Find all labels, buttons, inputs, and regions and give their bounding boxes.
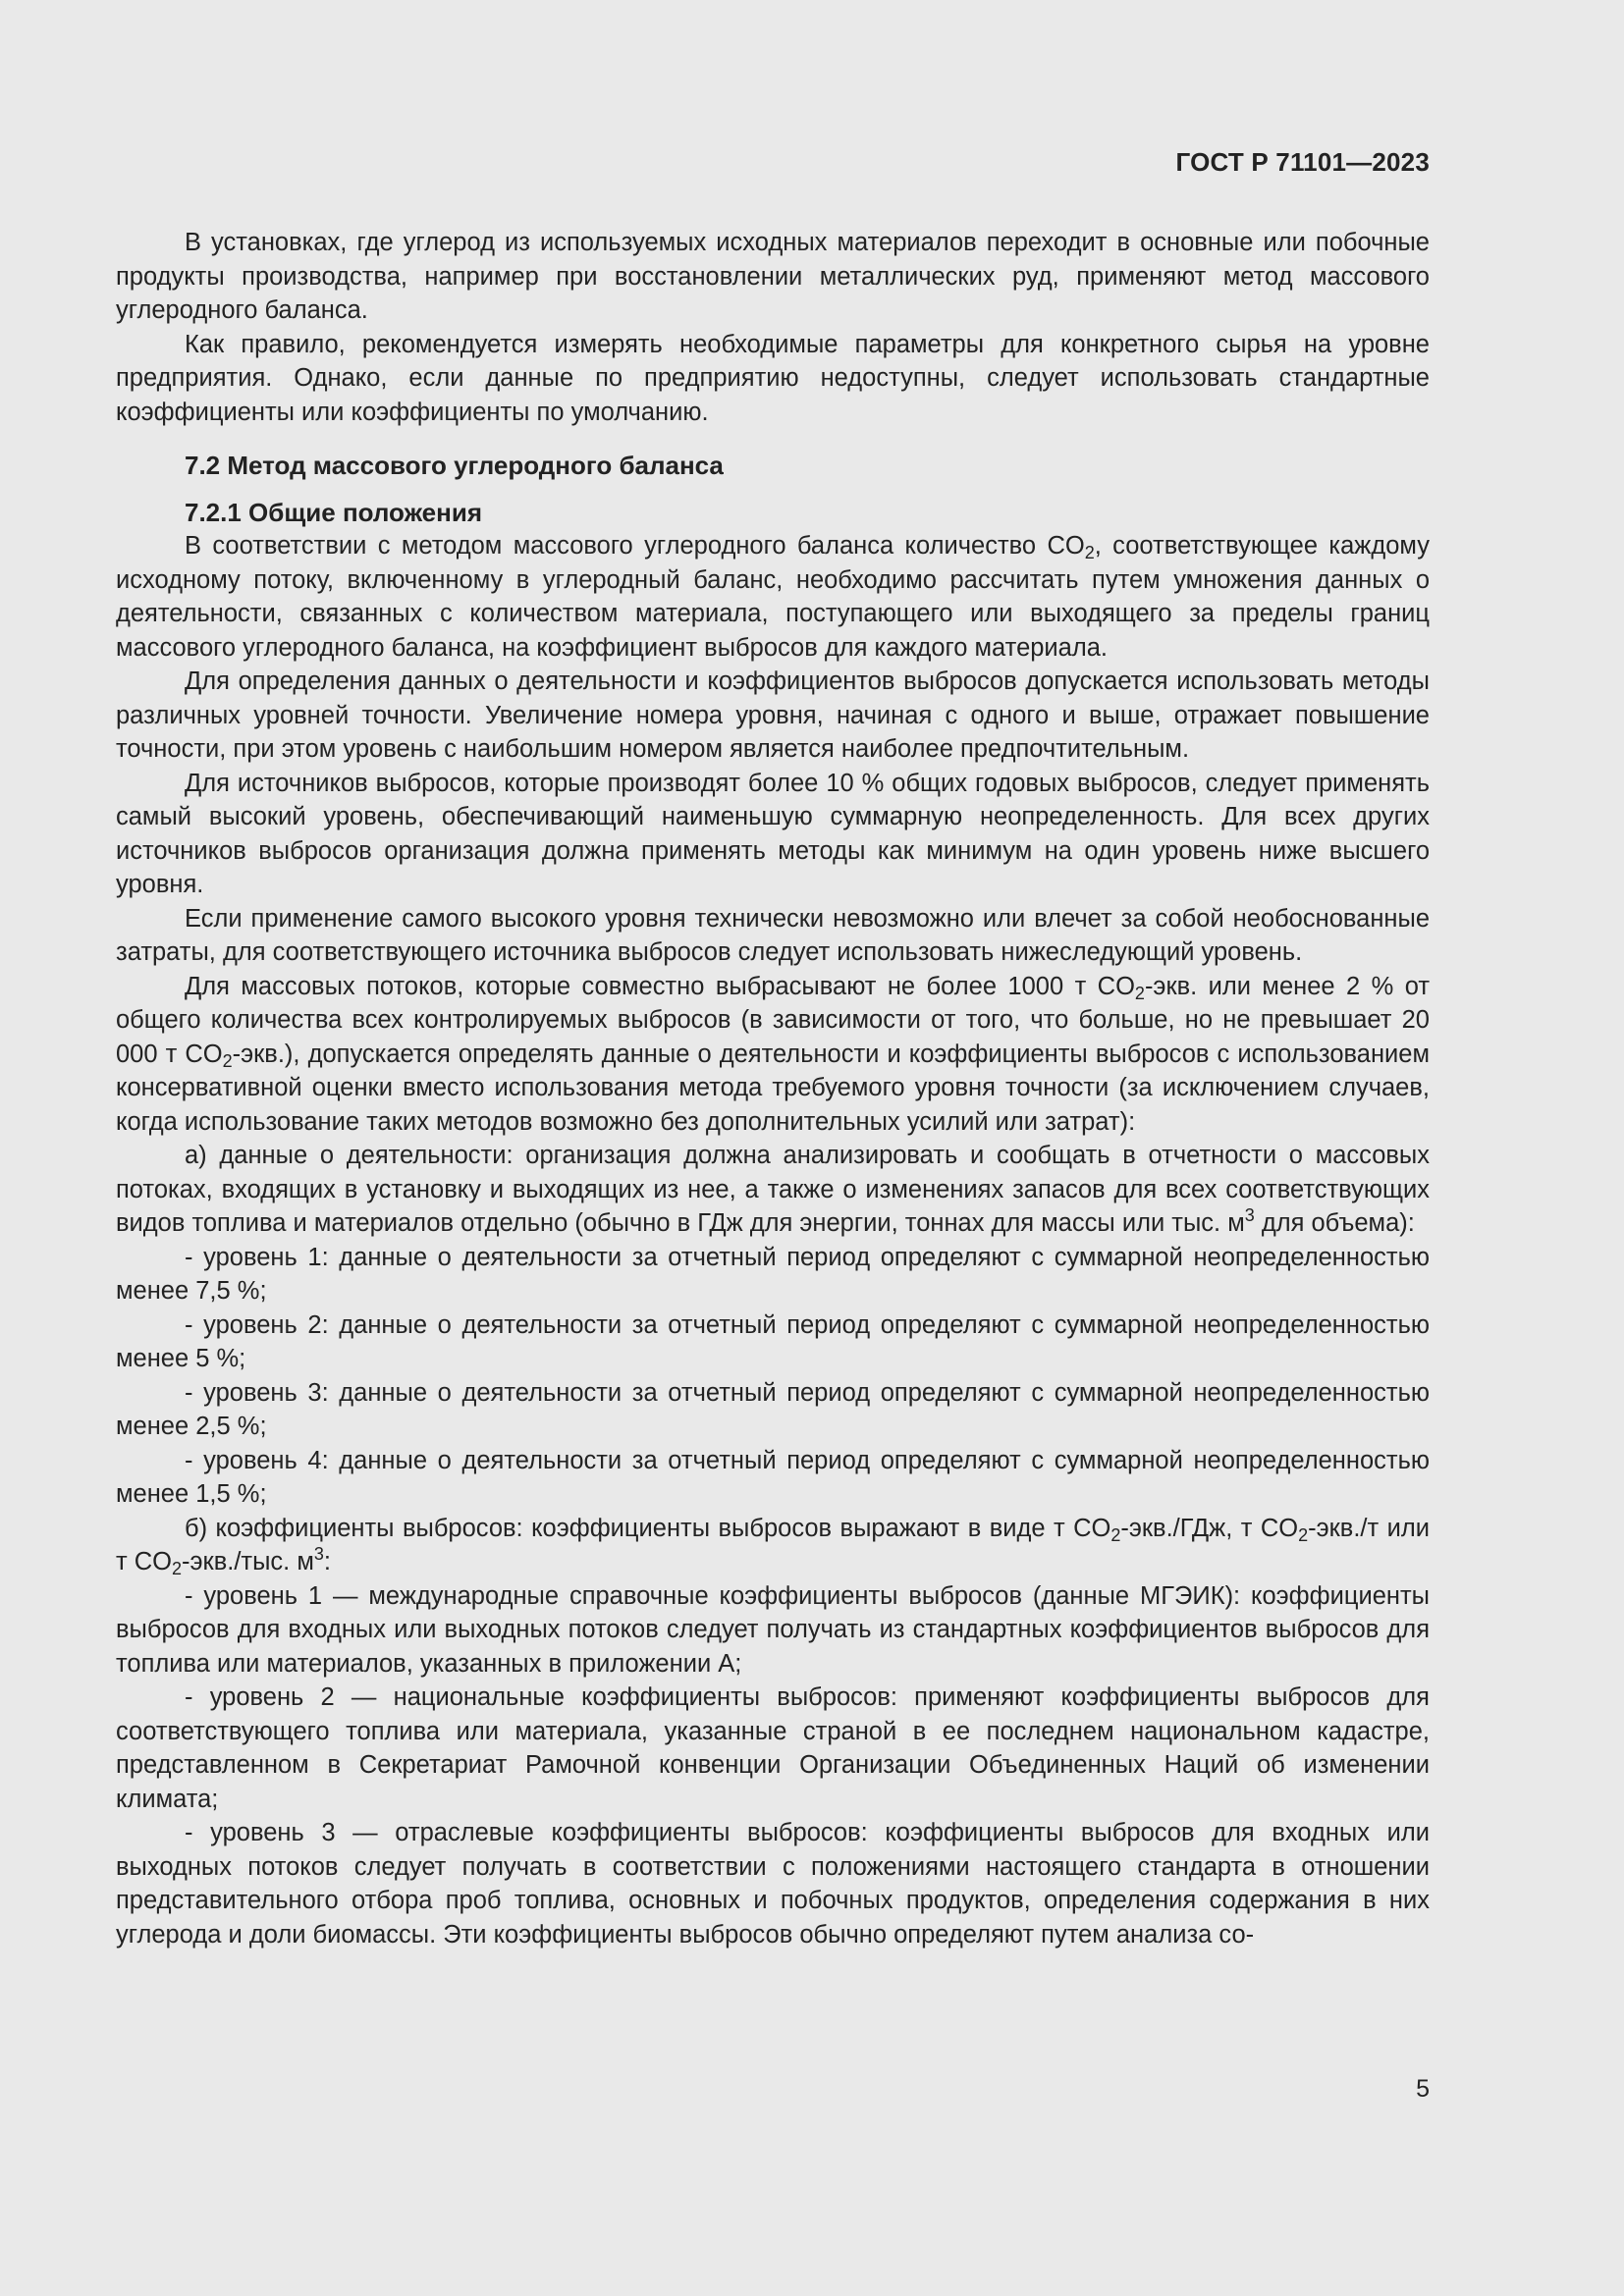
list-item-level-3-activity: - уровень 3: данные о деятельности за отчетный период определяют с суммарной неопределенностью менее 2,5 %; [116,1378,1430,1440]
paragraph-accuracy-levels: Для определения данных о деятельности и коэффициентов выбросов допускается использовать методы различных уровней точности. Увеличение номера уровня, начиная с одного и выше, отражает повышение точности, при этом уровень с наибольшим номером является наиболее предпочтительным. [116,667,1430,763]
superscript: 3 [1244,1205,1255,1225]
text-run: -экв.), допускается определять данные о деятельности и коэффициенты выбросов с использованием консервативной оценки вместо использования метода требуемого уровня точности (за исключением случаев, когда использование таких методов возможно без дополнительных усилий или затрат): [116,1040,1430,1136]
list-item-b-emission-factors [116,1512,1430,1579]
text-run: : [323,1548,331,1575]
text-run: Для массовых потоков, которые совместно выбрасывают не более 1000 т CO [185,972,1135,1000]
list-item-level-2-activity: - уровень 2: данные о деятельности за отчетный период определяют с суммарной неопределенностью менее 5 %; [116,1310,1430,1372]
page-body [116,147,1430,1951]
subscript: 2 [1084,543,1095,562]
list-item-level-1-activity: - уровень 1: данные о деятельности за отчетный период определяют с суммарной неопределенностью менее 7,5 %; [116,1243,1430,1305]
subscript: 2 [172,1559,183,1578]
list-item-level-3-factors: - уровень 3 — отраслевые коэффициенты выбросов: коэффициенты выбросов для входных или выходных потоков следует получать в соответствии с положениями настоящего стандарта в отношении представительного отбора проб топлива, основных и побочных продуктов, определения содержания в них углерода и доли биомассы. Эти коэффициенты выбросов обычно определяют путем анализа со- [116,1819,1430,1949]
intro-paragraph-2: Как правило, рекомендуется измерять необходимые параметры для конкретного сырья на уровне предприятия. Однако, если данные по предприятию недоступны, следует использовать стандартные коэффициенты или коэффициенты по умолчанию. [116,330,1430,426]
paragraph-mass-balance [116,529,1430,665]
text-run: б) коэффициенты выбросов: коэффициенты выбросов выражают в виде т CO [185,1514,1111,1542]
paragraph-emission-sources: Для источников выбросов, которые производят более 10 % общих годовых выбросов, следует применять самый высокий уровень, обеспечивающий наименьшую суммарную неопределенность. Для всех других источников выбросов организация должна применять методы как минимум на один уровень ниже высшего уровня. [116,769,1430,898]
paragraph-technical-impossibility: Если применение самого высокого уровня технически невозможно или влечет за собой необоснованные затраты, для соответствующего источника выбросов следует использовать нижеследующий уровень. [116,904,1430,966]
text-run: а) данные о деятельности: организация должна анализировать и сообщать в отчетности о массовых потоках, входящих в установку и выходящих из нее, а также о изменениях запасов для всех соответствующих видов топлива и материалов отдельно (обычно в ГДж для энергии, тоннах для массы или тыс. м [116,1142,1430,1237]
document-code: ГОСТ Р 71101—2023 [1175,147,1430,177]
list-item-level-4-activity: - уровень 4: данные о деятельности за отчетный период определяют с суммарной неопределенностью менее 1,5 %; [116,1446,1430,1508]
subscript: 2 [1110,1524,1121,1545]
text-run: -экв. или менее 2 % от общего количества всех контролируемых выбросов (в зависимости от того, что больше, но не превышает 20 000 т CO [116,972,1430,1068]
intro-paragraph-1: В установках, где углерод из используемых исходных материалов переходит в основные или побочные продукты производства, например при восстановлении металлических руд, применяют метод массового углеродного баланса. [116,229,1430,324]
section-heading-7-2: 7.2 Метод массового углеродного баланса [185,451,724,480]
text-run: -экв./ГДж, т CO [1120,1514,1299,1542]
superscript: 3 [313,1544,324,1564]
subscript: 2 [1298,1524,1309,1545]
text-run: , соответствующее каждому исходному потоку, включенному в углеродный баланс, необходимо рассчитать путем умножения данных о деятельности, связанных с количеством материала, поступающего или выходящего за пределы границ массового углеродного баланса, на коэффициент выбросов для каждого материала. [116,532,1430,662]
section-heading-7-2-1: 7.2.1 Общие положения [185,498,482,527]
subscript: 2 [1134,983,1145,1003]
text-run: для объема): [1254,1209,1415,1237]
text-run: -экв./т или т CO [116,1514,1430,1575]
paragraph-mass-flows [116,970,1430,1140]
list-item-level-1-factors: - уровень 1 — международные справочные коэффициенты выбросов (данные МГЭИК): коэффициенты выбросов для входных или выходных потоков следует получать из стандартных коэффициентов выбросов для топлива или материалов, указанных в приложении А; [116,1581,1430,1678]
list-item-a-activity-data [116,1139,1430,1241]
subscript: 2 [222,1050,233,1071]
text-run: В соответствии с методом массового углеродного баланса количество CO [185,532,1085,560]
page-number: 5 [1416,2075,1430,2103]
text-run: -экв./тыс. м [182,1548,314,1575]
list-item-level-2-factors: - уровень 2 — национальные коэффициенты выбросов: применяют коэффициенты выбросов для соответствующего топлива или материала, указанные страной в ее последнем национальном кадастре, представленном в Секретариат Рамочной конвенции Организации Объединенных Наций об изменении климата; [116,1683,1430,1813]
